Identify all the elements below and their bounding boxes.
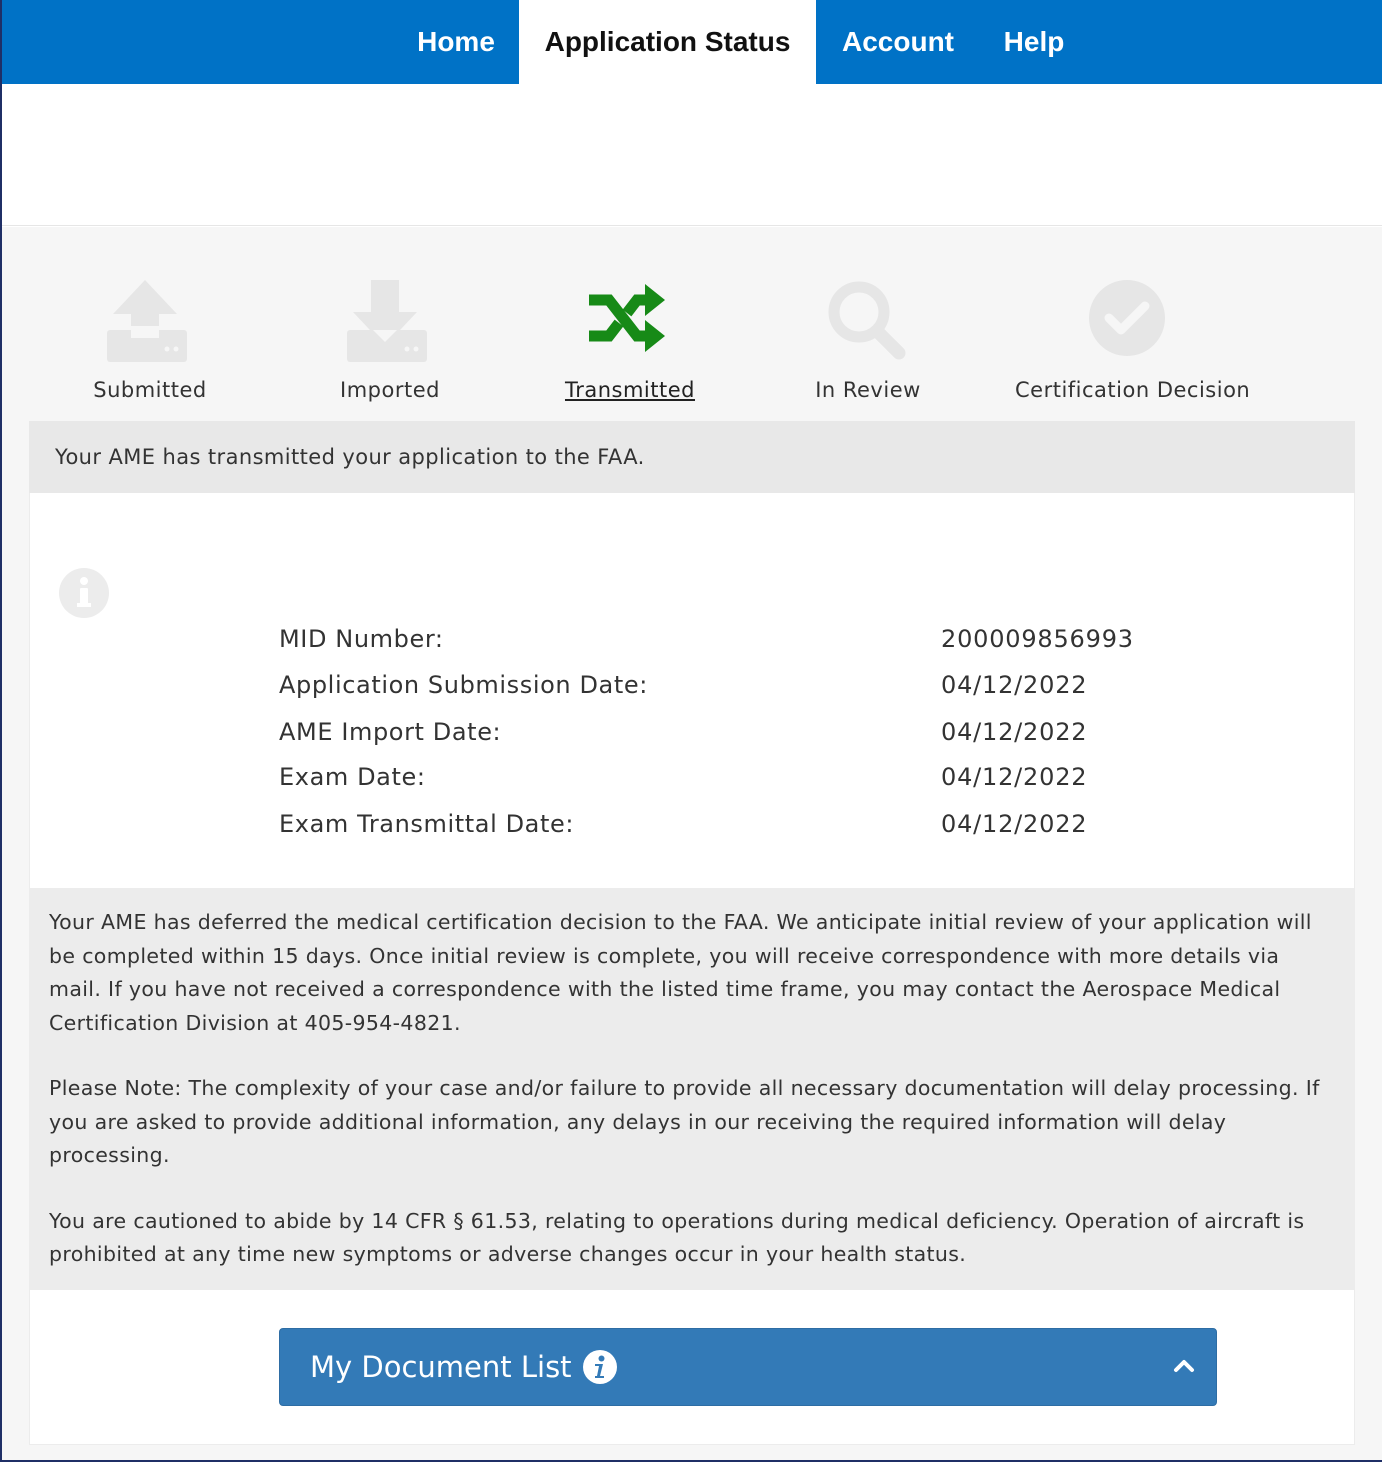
notice-paragraph-caution: You are cautioned to abide by 14 CFR § 61.53, relating to operations during medical deficiency. Operation of aircraft is prohibited at any time new symptoms or adverse changes occur in your health status.	[49, 1208, 1305, 1266]
check-circle-icon	[1087, 278, 1177, 368]
nav-home[interactable]: Home	[417, 26, 495, 57]
status-message: Your AME has transmitted your application to the FAA.	[29, 421, 1355, 493]
exam-date-value: 04/12/2022	[941, 763, 1088, 791]
step-label-imported: Imported	[340, 378, 440, 402]
transmittal-date-label: Exam Transmittal Date:	[279, 810, 575, 838]
notice-paragraph-deferral: Your AME has deferred the medical certification decision to the FAA. We anticipate initial review of your application will be completed within 15 days. Once initial review is complete, you will receive correspondence with more details via mail. If you have not received a correspondence with the listed time frame, you may contact the Aerospace Medical Certification Division at 405-954-4821.	[49, 910, 1312, 1035]
shuffle-icon	[585, 278, 675, 368]
download-icon	[345, 278, 435, 368]
info-icon[interactable]	[582, 1349, 618, 1385]
deferral-notice	[29, 888, 1355, 1290]
notice-paragraph-note: Please Note: The complexity of your case and/or failure to provide all necessary documentation will delay processing. If you are asked to provide additional information, any delays in our receiving the required information will delay processing.	[49, 1076, 1320, 1167]
import-date-label: AME Import Date:	[279, 718, 502, 746]
step-submitted[interactable]	[30, 278, 270, 408]
search-icon	[823, 278, 913, 368]
step-label-transmitted: Transmitted	[564, 378, 695, 402]
step-certification-decision[interactable]	[1012, 278, 1252, 408]
my-document-list-button[interactable]	[279, 1328, 1217, 1406]
chevron-up-icon[interactable]	[1172, 1354, 1196, 1378]
top-navbar	[2, 0, 1382, 84]
submission-date-label: Application Submission Date:	[279, 671, 648, 699]
step-label-in-review: In Review	[815, 378, 921, 402]
info-icon[interactable]	[58, 567, 110, 619]
header-spacer	[2, 84, 1382, 226]
step-label-submitted: Submitted	[93, 378, 207, 402]
step-in-review[interactable]	[748, 278, 988, 408]
import-date-value: 04/12/2022	[941, 718, 1088, 746]
transmittal-date-value: 04/12/2022	[941, 810, 1088, 838]
mid-number-value: 200009856993	[941, 625, 1134, 653]
nav-application-status[interactable]: Application Status	[519, 0, 816, 84]
document-list-label: My Document List	[310, 1350, 572, 1384]
application-details-card	[29, 493, 1355, 888]
mid-number-label: MID Number:	[279, 625, 444, 653]
upload-icon	[105, 278, 195, 368]
step-imported[interactable]	[270, 278, 510, 408]
document-list-card	[29, 1290, 1355, 1445]
step-transmitted[interactable]	[510, 278, 750, 408]
step-label-certification-decision: Certification Decision	[1015, 378, 1251, 402]
nav-help[interactable]: Help	[1003, 26, 1065, 57]
submission-date-value: 04/12/2022	[941, 671, 1088, 699]
exam-date-label: Exam Date:	[279, 763, 426, 791]
nav-account[interactable]: Account	[842, 26, 954, 57]
